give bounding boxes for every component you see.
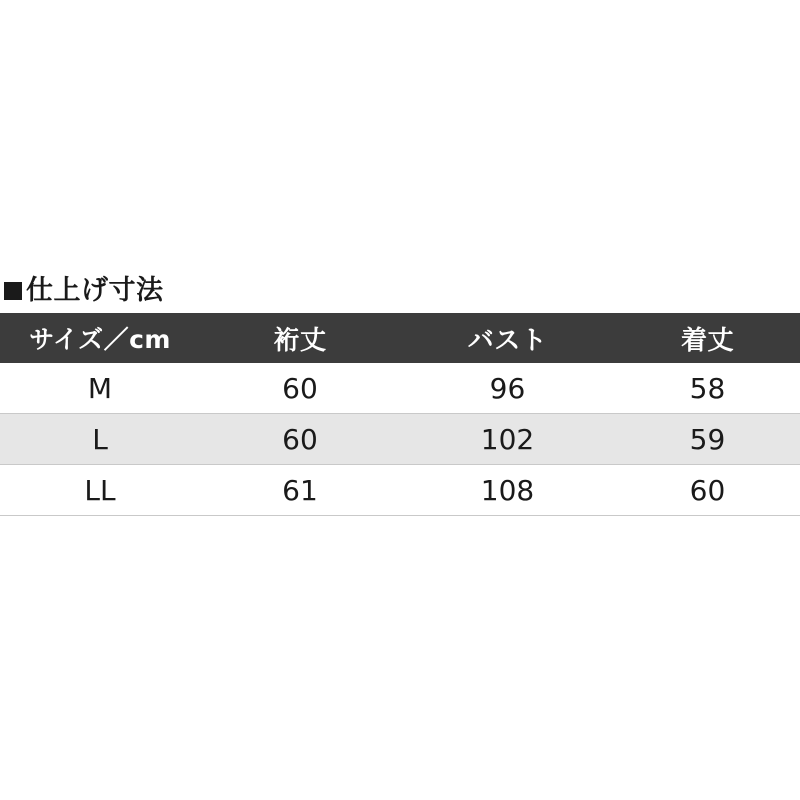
section-title-text: 仕上げ寸法	[26, 275, 164, 306]
table-row	[0, 363, 800, 414]
cell-size: L	[0, 414, 200, 465]
table-header	[0, 313, 800, 363]
table-row	[0, 414, 800, 465]
finished-measurements-block	[0, 275, 800, 516]
header-cell-bust: バスト	[400, 313, 615, 363]
cell-body-length: 60	[615, 465, 800, 516]
cell-body-length: 59	[615, 414, 800, 465]
table-header-row	[0, 313, 800, 363]
cell-sleeve-length: 60	[200, 363, 400, 414]
table-row	[0, 465, 800, 516]
cell-bust: 108	[400, 465, 615, 516]
table-body	[0, 363, 800, 516]
cell-bust: 96	[400, 363, 615, 414]
black-square-icon	[4, 282, 22, 300]
header-cell-sleeve-length: 裄丈	[200, 313, 400, 363]
cell-bust: 102	[400, 414, 615, 465]
section-title	[0, 275, 800, 313]
size-chart-table	[0, 313, 800, 516]
cell-sleeve-length: 61	[200, 465, 400, 516]
cell-size: M	[0, 363, 200, 414]
header-cell-size: サイズ／cm	[0, 313, 200, 363]
header-cell-body-length: 着丈	[615, 313, 800, 363]
cell-body-length: 58	[615, 363, 800, 414]
cell-size: LL	[0, 465, 200, 516]
cell-sleeve-length: 60	[200, 414, 400, 465]
